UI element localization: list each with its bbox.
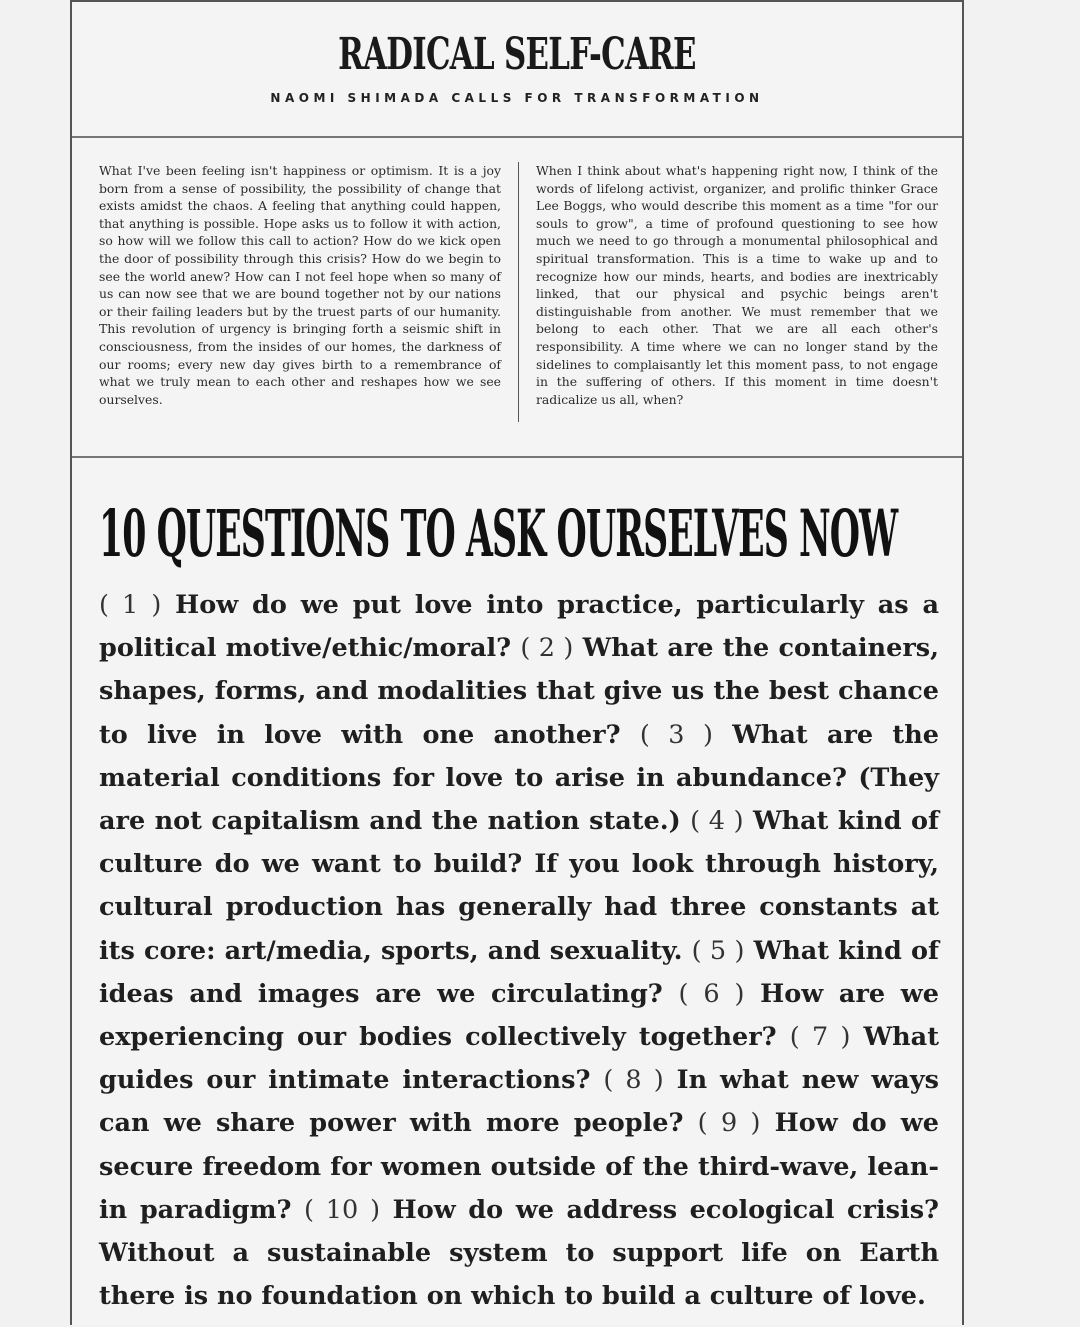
question-number: ( 5 ) <box>691 935 745 966</box>
questions-heading: 10 QUESTIONS TO ASK OURSELVES NOW <box>99 496 898 572</box>
question-number: ( 3 ) <box>639 719 713 750</box>
article-header <box>72 2 962 138</box>
question-text: How do we secure freedom for women outside of the third-wave, lean-in paradigm? <box>99 1108 939 1225</box>
question-number: ( 2 ) <box>520 633 574 664</box>
question-number: ( 6 ) <box>678 978 745 1009</box>
question-text: How do we put love into practice, particularly as a political motive/ethic/moral? <box>99 590 939 664</box>
question-text: How are we experiencing our bodies collectively together? <box>99 978 939 1053</box>
question-number: ( 4 ) <box>690 806 744 837</box>
question-text: What kind of ideas and images are we circulating? <box>99 935 939 1009</box>
intro-left-column: What I've been feeling isn't happiness or optimism. It is a joy born from a sense of possibility, the possibility of change that exists amidst the chaos. A feeling that anything could happen, that anything is possible. Hope asks us to follow it with action, so how will we follow this call to action? How do we kick open the door of possibility through this crisis? How do we begin to see the world anew? How can I not feel hope when so many of us can now see that we are bound together not by our nations or their failing leaders but by the truest parts of our humanity. This revolution of urgency is bringing forth a seismic shift in consciousness, from the insides of our homes, the darkness of our rooms; every new day gives birth to a remembrance of what we truly mean to each other and reshapes how we see ourselves. <box>99 163 501 407</box>
question-text: What are the material conditions for love to arise in abundance? (They are not capitalism and the nation state.) <box>99 719 939 837</box>
question-number: ( 9 ) <box>697 1108 761 1139</box>
question-number: ( 7 ) <box>789 1022 851 1053</box>
question-number: ( 10 ) <box>304 1194 381 1225</box>
questions-body <box>99 584 939 1318</box>
question-text: How do we address ecological crisis? Without a sustainable system to support life on Earth there is no foundation on which to build a culture of love. <box>99 1194 939 1312</box>
question-text: In what new ways can we share power with more people? <box>99 1065 940 1139</box>
magazine-page <box>70 0 964 1325</box>
question-number: ( 1 ) <box>99 590 162 620</box>
questions-section <box>72 458 962 1327</box>
question-number: ( 8 ) <box>603 1065 664 1096</box>
question-text: What kind of culture do we want to build? If you look through history, cultural production has generally had three constants at its core: art/media, sports, and sexuality. <box>99 806 939 966</box>
question-text: What guides our intimate interactions? <box>99 1022 939 1096</box>
article-title: RADICAL SELF-CARE <box>338 29 696 80</box>
intro-right-column: When I think about what's happening right now, I think of the words of lifelong activist, organizer, and prolific thinker Grace Lee Boggs, who would describe this moment as a time "for our souls to grow", a time of profound questioning to see how much we need to go through a monumental philosophical and spiritual transformation. This is a time to wake up and to recognize how our minds, hearts, and bodies are inextricably linked, that our physical and psychic beings aren't distinguishable from another. We must remember that we belong to each other. That we are all each other's responsibility. A time where we can no longer stand by the sidelines to complaisantly let this moment pass, to not engage in the suffering of others. If this moment in time doesn't radicalize us all, when? <box>536 163 938 407</box>
question-text: What are the containers, shapes, forms, and modalities that give us the best chance to live in love with one another? <box>99 633 939 750</box>
intro-section <box>72 138 962 458</box>
article-subtitle: NAOMI SHIMADA CALLS FOR TRANSFORMATION <box>270 91 764 105</box>
column-divider <box>518 162 519 422</box>
